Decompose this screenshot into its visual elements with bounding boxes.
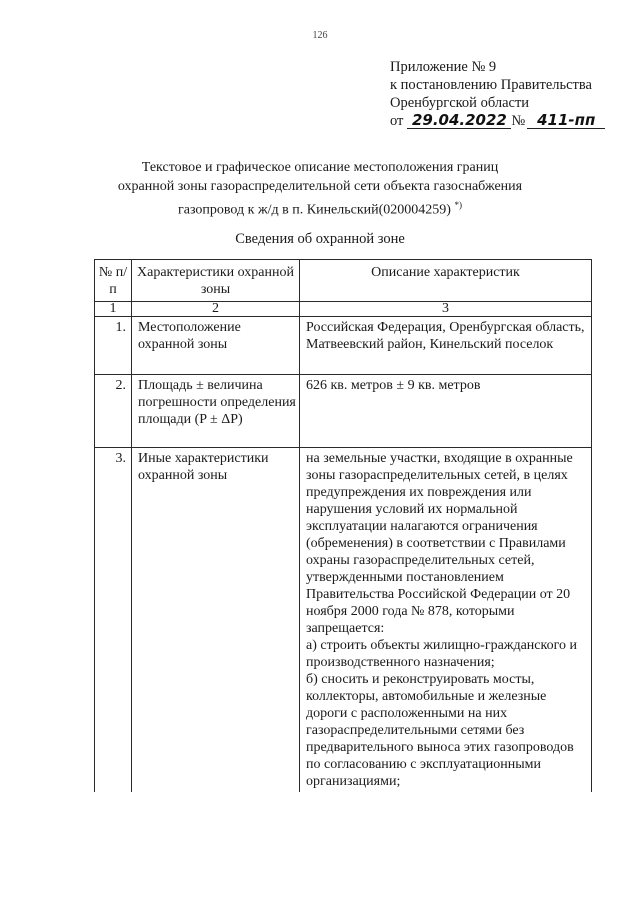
title-line-2: охранной зоны газораспределительной сети объекта газоснабжения [117,179,523,194]
title-line-3 [60,196,580,220]
row-characteristic: Иные характеристики охранной зоны [132,448,300,793]
row-number: 2. [95,375,132,448]
row-characteristic: Местоположение охранной зоны [132,317,300,375]
title-footnote-mark: *) [454,200,462,210]
title-line-1: Текстовое и графическое описание местоположения границ [141,160,499,175]
row-description-item-a: а) строить объекты жилищно-гражданского и производственного назначения; [306,638,577,670]
title-line-3-text: газопровод к ж/д в п. Кинельский(020004259) [178,202,451,218]
appendix-prefix: от [390,113,404,129]
appendix-line-4 [390,112,630,130]
column-numbers-row [95,302,592,317]
table-row [95,317,592,375]
row-characteristic: Площадь ± величина погрешности определения площади (P ± ΔP) [132,375,300,448]
column-number-1: 1 [95,302,132,317]
document-title [60,158,580,220]
row-description: Российская Федерация, Оренбургская область, Матвеевский район, Кинельский поселок [300,317,592,375]
section-title: Сведения об охранной зоне [235,231,405,247]
header-characteristics: Характеристики охранной зоны [132,260,300,302]
column-number-3: 3 [300,302,592,317]
appendix-date: 29.04.2022 [407,112,511,129]
column-number-2: 2 [132,302,300,317]
row-description-item-b: б) сносить и реконструировать мосты, коллекторы, автомобильные и железные дороги с расположенными на них газораспределительными сетями без предварительного выноса этих газопроводов по согласованию с эксплуатационными организациями; [306,672,574,789]
appendix-number-label: № [511,113,526,129]
appendix-line-3: Оренбургской области [390,95,530,111]
protection-zone-table [94,259,592,792]
row-description-main: на земельные участки, входящие в охранные зоны газораспределительных сетей, в целях предупреждения их повреждения или нарушения условий их нормальной эксплуатации налагаются ограничения (обременения) в соответствии с Правилами охраны газораспределительных сетей, утвержденными постановлением Правительства Российской Федерации от 20 ноября 2000 года № 878, которыми запрещается: [306,451,573,636]
appendix-header [390,58,630,130]
appendix-number: 411-пп [527,112,605,129]
row-number: 1. [95,317,132,375]
row-description [300,448,592,793]
appendix-line-2: к постановлению Правительства [390,77,592,93]
header-number: № п/п [95,260,132,302]
header-description: Описание характеристик [300,260,592,302]
page-number: 126 [312,30,328,41]
row-number: 3. [95,448,132,793]
table-row [95,448,592,793]
table-row [95,375,592,448]
appendix-line-1: Приложение № 9 [390,59,497,75]
table-header-row [95,260,592,302]
row-description: 626 кв. метров ± 9 кв. метров [300,375,592,448]
